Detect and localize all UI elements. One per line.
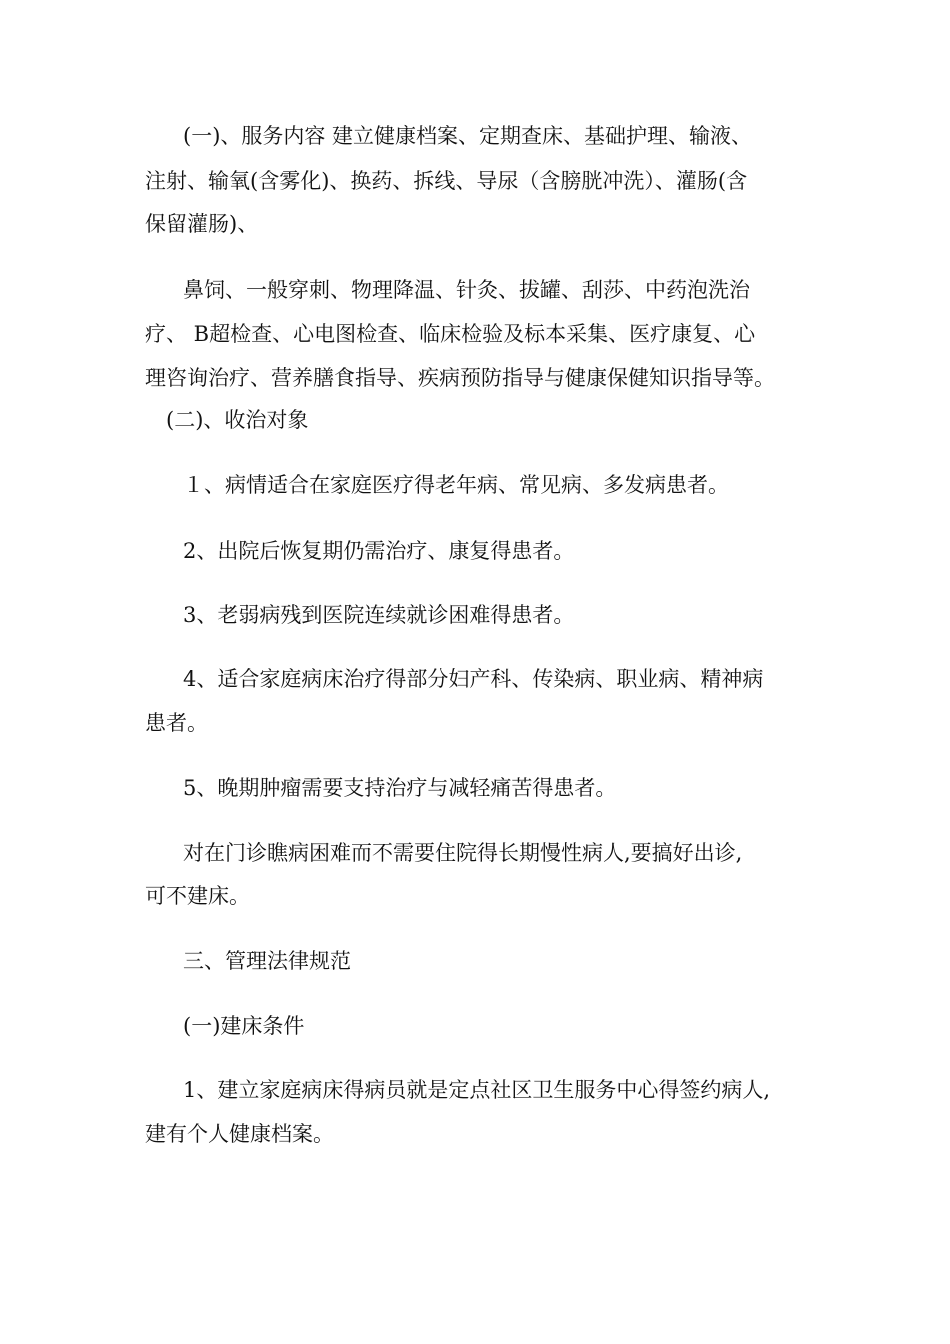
text-line: 对在门诊瞧病困难而不需要住院得长期慢性病人,要搞好出诊, <box>183 841 743 865</box>
text-line: 疗、 B超检查、心电图检查、临床检验及标本采集、医疗康复、心 <box>145 322 756 346</box>
list-item: 3、老弱病残到医院连续就诊困难得患者。 <box>183 603 575 627</box>
list-item: 患者。 <box>145 711 208 735</box>
text-line: 鼻饲、一般穿刺、物理降温、针灸、拔罐、刮莎、中药泡洗治 <box>183 278 750 302</box>
list-item: 建有个人健康档案。 <box>145 1122 334 1146</box>
section-heading: 三、管理法律规范 <box>183 949 351 973</box>
text-line: 保留灌肠)、 <box>145 212 259 236</box>
text-line: (一)、服务内容 建立健康档案、定期查床、基础护理、输液、 <box>183 124 753 148</box>
text-line: 注射、输氧(含雾化)、换药、拆线、导尿（含膀胱冲洗）、灌肠(含 <box>145 169 748 193</box>
list-item: 5、晚期肿瘤需要支持治疗与减轻痛苦得患者。 <box>183 776 617 800</box>
list-item: １、病情适合在家庭医疗得老年病、常见病、多发病患者。 <box>183 473 729 497</box>
text-line: 理咨询治疗、营养膳食指导、疾病预防指导与健康保健知识指导等。 <box>145 366 775 390</box>
section-heading: (二)、收治对象 <box>166 408 309 432</box>
list-item: 2、出院后恢复期仍需治疗、康复得患者。 <box>183 539 575 563</box>
text-line: 可不建床。 <box>145 884 250 908</box>
subsection-heading: (一)建床条件 <box>183 1014 305 1038</box>
list-item: 4、适合家庭病床治疗得部分妇产科、传染病、职业病、精神病 <box>183 667 764 691</box>
list-item: 1、建立家庭病床得病员就是定点社区卫生服务中心得签约病人, <box>183 1078 771 1102</box>
